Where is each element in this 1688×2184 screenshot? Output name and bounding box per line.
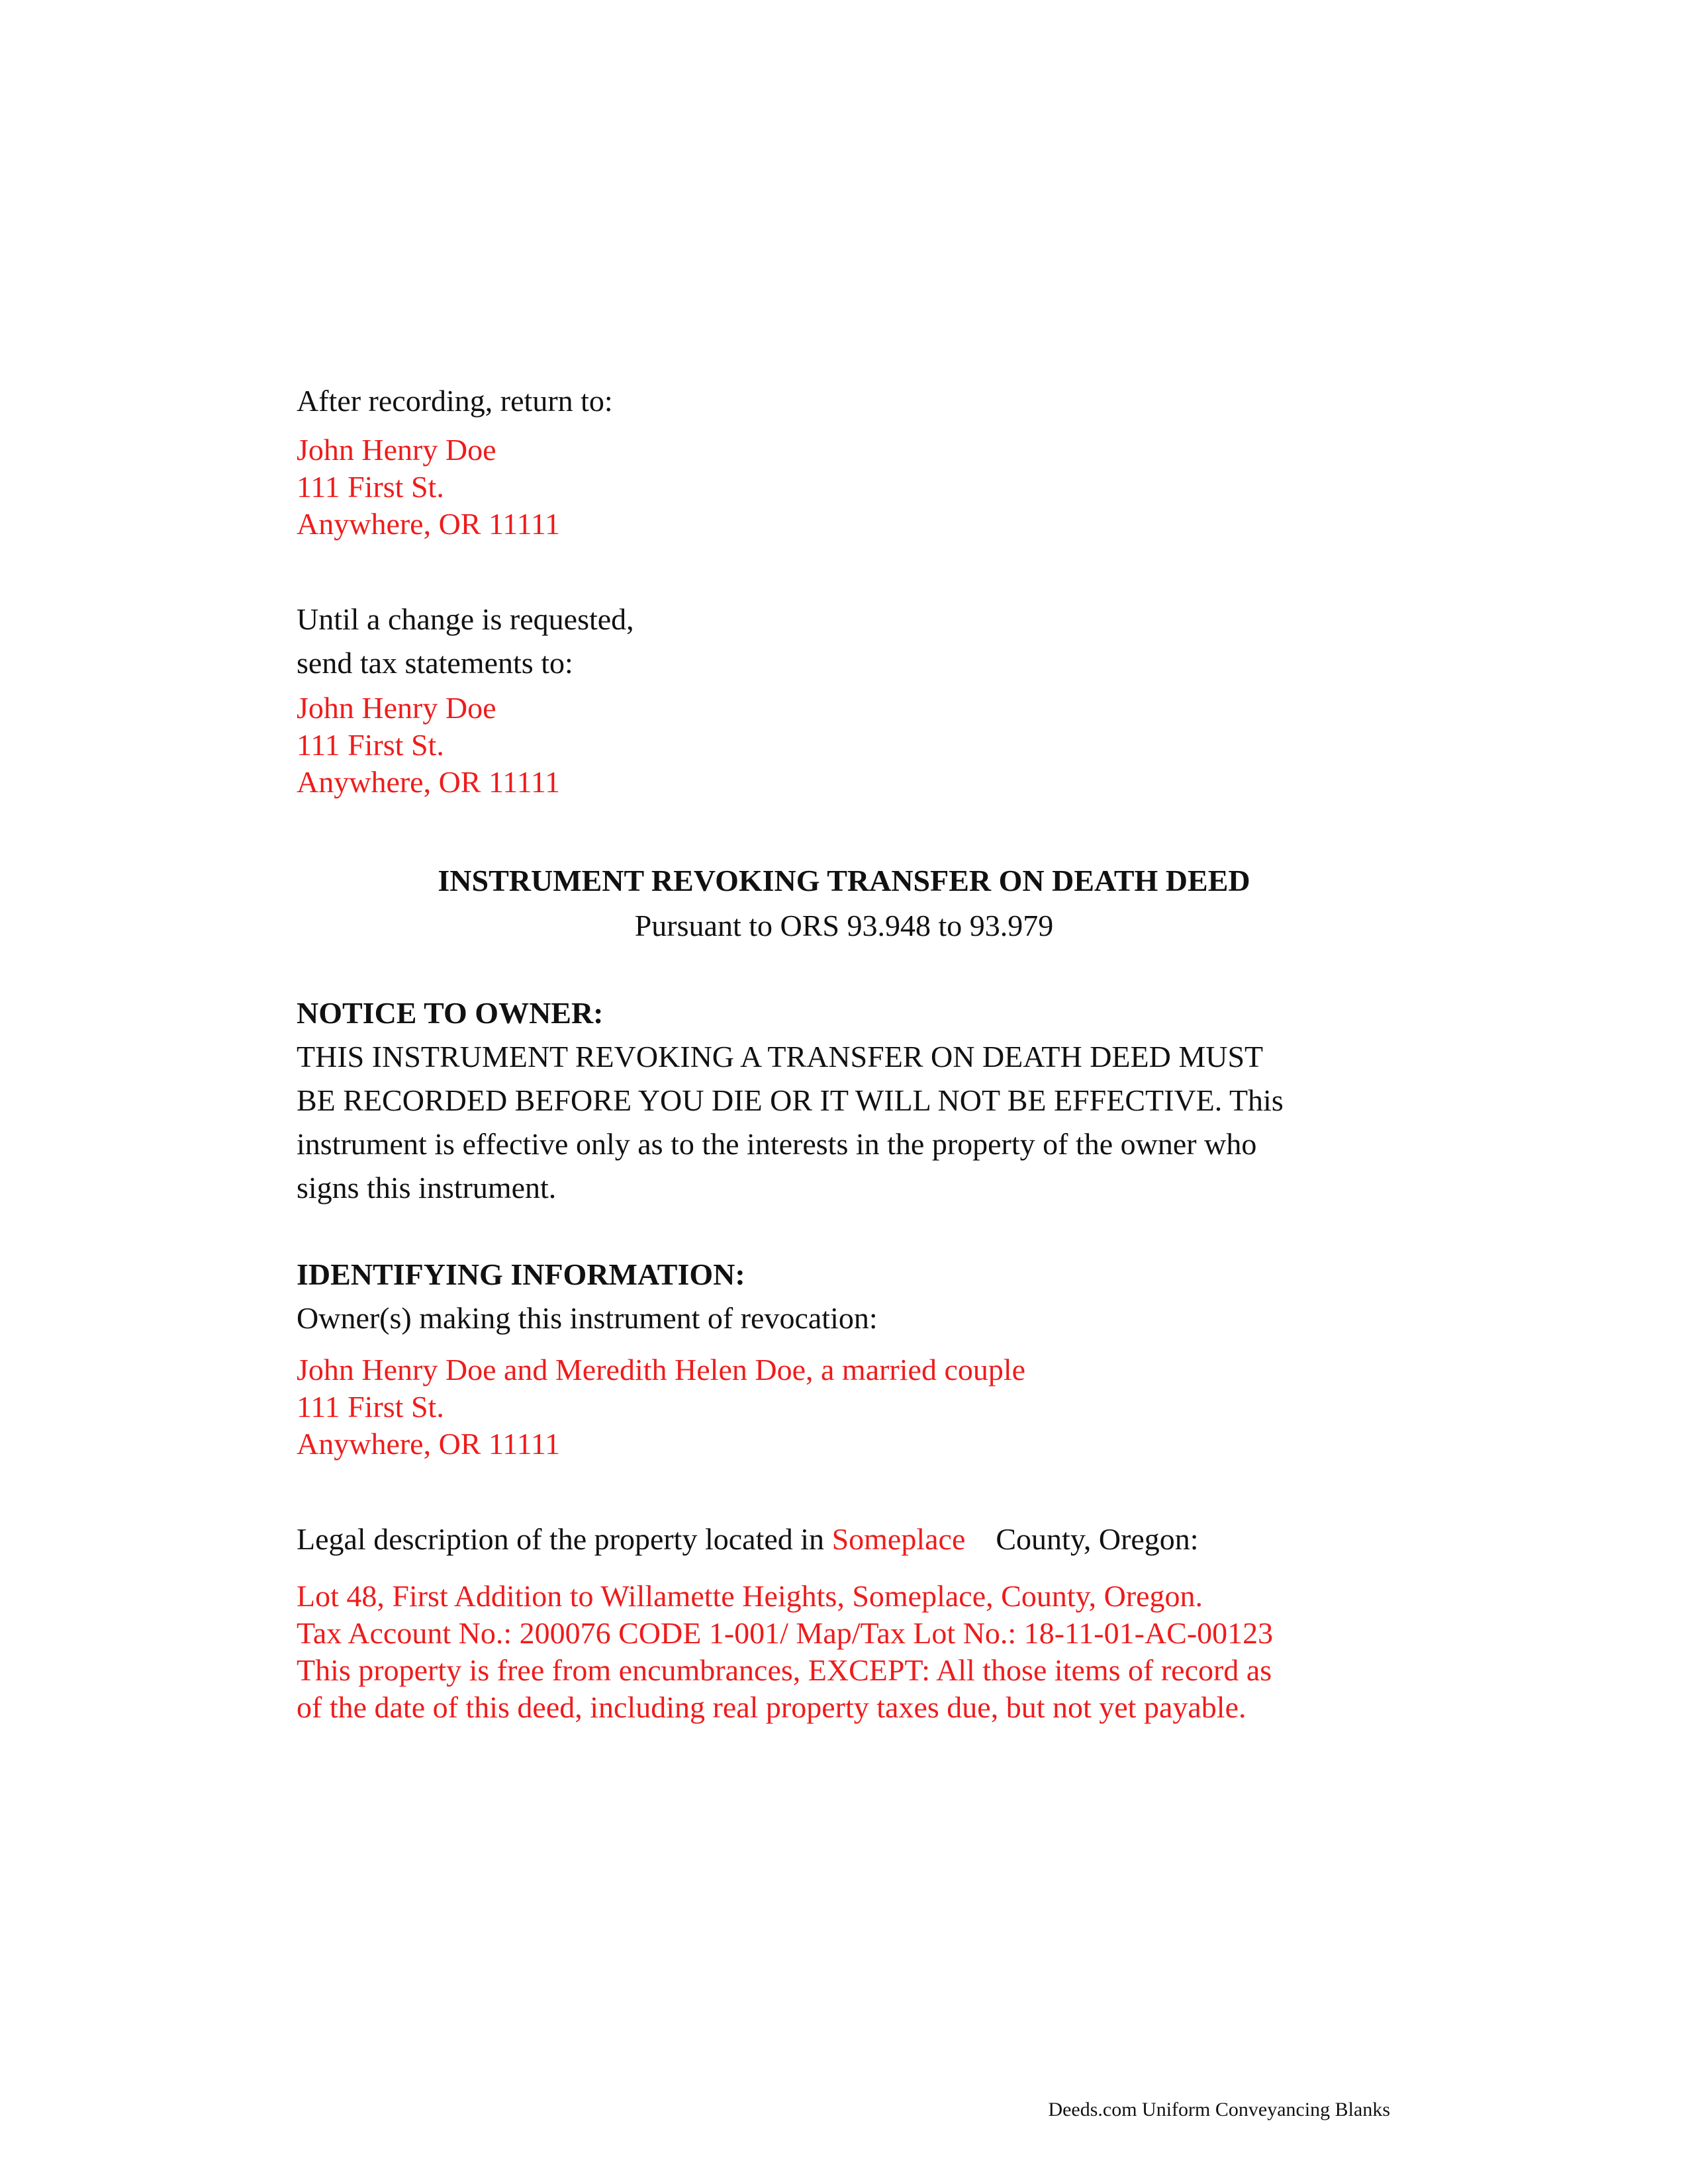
return-to-label: After recording, return to: xyxy=(297,384,613,418)
owners-label: Owner(s) making this instrument of revocation: xyxy=(297,1301,878,1335)
notice-heading: NOTICE TO OWNER: xyxy=(297,996,604,1030)
document-title: INSTRUMENT REVOKING TRANSFER ON DEATH DEED xyxy=(438,864,1250,897)
return-to-name: John Henry Doe xyxy=(297,433,496,467)
legal-description-label xyxy=(297,1521,1199,1558)
legal-line-3: This property is free from encumbrances, EXCEPT: All those items of record as xyxy=(297,1653,1272,1687)
owners-street: 111 First St. xyxy=(297,1390,444,1424)
owners-city: Anywhere, OR 11111 xyxy=(297,1427,561,1461)
legal-line-1: Lot 48, First Addition to Willamette Heights, Someplace, County, Oregon. xyxy=(297,1579,1203,1613)
notice-line-2: BE RECORDED BEFORE YOU DIE OR IT WILL NOT BE EFFECTIVE. This xyxy=(297,1083,1284,1117)
document-subtitle: Pursuant to ORS 93.948 to 93.979 xyxy=(634,909,1054,942)
legal-line-2: Tax Account No.: 200076 CODE 1-001/ Map/Tax Lot No.: 18-11-01-AC-00123 xyxy=(297,1616,1274,1650)
tax-statements-name: John Henry Doe xyxy=(297,691,496,725)
tax-statements-label-line1: Until a change is requested, xyxy=(297,602,634,636)
tax-statements-street: 111 First St. xyxy=(297,728,444,762)
legal-prefix: Legal description of the property located in xyxy=(297,1522,832,1556)
notice-line-4: signs this instrument. xyxy=(297,1171,557,1205)
legal-county: Someplace xyxy=(831,1522,966,1556)
tax-statements-label-line2: send tax statements to: xyxy=(297,646,573,680)
return-to-city: Anywhere, OR 11111 xyxy=(297,507,561,541)
legal-line-4: of the date of this deed, including real property taxes due, but not yet payable. xyxy=(297,1690,1246,1724)
return-to-street: 111 First St. xyxy=(297,470,444,504)
identifying-heading: IDENTIFYING INFORMATION: xyxy=(297,1257,745,1291)
legal-suffix: County, Oregon: xyxy=(996,1522,1199,1556)
tax-statements-city: Anywhere, OR 11111 xyxy=(297,765,561,799)
owners-name: John Henry Doe and Meredith Helen Doe, a married couple xyxy=(297,1353,1026,1387)
footer-text: Deeds.com Uniform Conveyancing Blanks xyxy=(1048,2099,1390,2120)
notice-line-1: THIS INSTRUMENT REVOKING A TRANSFER ON DEATH DEED MUST xyxy=(297,1040,1264,1073)
notice-line-3: instrument is effective only as to the interests in the property of the owner who xyxy=(297,1127,1257,1161)
